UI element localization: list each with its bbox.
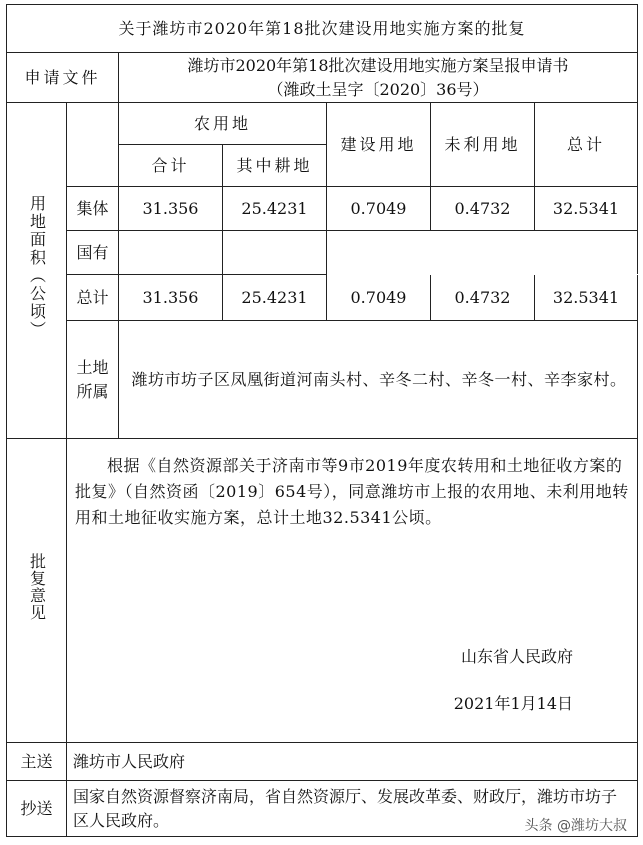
land-owner-label-line1: 土地 xyxy=(76,357,109,377)
row-label: 集体 xyxy=(67,187,119,231)
land-owner-label xyxy=(67,321,119,439)
area-label: 用地面积（公顷） xyxy=(27,195,47,339)
table-row xyxy=(7,231,638,275)
cell-cultivated: 25.4231 xyxy=(223,275,327,321)
cell-cultivated xyxy=(223,231,327,275)
row-label: 总计 xyxy=(67,275,119,321)
land-owner-text: 潍坊市坊子区凤凰街道河南头村、辛冬二村、辛冬一村、辛李家村。 xyxy=(119,321,638,439)
application-file-name: 潍坊市2020年第18批次建设用地实施方案呈报申请书 xyxy=(187,55,569,75)
document-title: 关于潍坊市2020年第18批次建设用地实施方案的批复 xyxy=(7,5,638,53)
approval-org: 山东省人民政府 xyxy=(461,647,574,666)
cell-unused: 0.4732 xyxy=(431,187,535,231)
header-total: 总计 xyxy=(535,103,638,187)
cell-cultivated: 25.4231 xyxy=(223,187,327,231)
main-send-label: 主送 xyxy=(7,743,67,781)
cell-construction: 0.7049 xyxy=(327,187,431,231)
land-owner-label-line2: 所属 xyxy=(76,381,109,401)
approval-opinion xyxy=(67,439,638,743)
watermark-label: 头条 @潍坊大叔 xyxy=(523,815,629,835)
header-cultivated: 其中耕地 xyxy=(223,145,327,187)
cell-total: 32.5341 xyxy=(535,187,638,231)
cell-subtotal: 31.356 xyxy=(119,275,223,321)
row-label: 国有 xyxy=(67,231,119,275)
copy-label: 抄送 xyxy=(7,781,67,837)
header-subtotal: 合计 xyxy=(119,145,223,187)
application-file-number: （潍政土呈字〔2020〕36号） xyxy=(267,79,489,99)
table-row xyxy=(7,275,638,321)
cell-total: 32.5341 xyxy=(535,275,638,321)
application-label: 申请文件 xyxy=(7,53,119,103)
main-send-text: 潍坊市人民政府 xyxy=(67,743,638,781)
cell-construction: 0.7049 xyxy=(327,275,431,321)
approval-text: 根据《自然资源部关于济南市等9市2019年度农转用和土地征收方案的批复》（自然资函〔2019〕654号），同意潍坊市上报的农用地、未利用地转用和土地征收实施方案，总计土地32.5341公顷。 xyxy=(75,456,629,527)
header-farmland: 农用地 xyxy=(119,103,327,145)
application-file xyxy=(119,53,638,103)
header-blank xyxy=(67,103,119,187)
cell-unused: 0.4732 xyxy=(431,275,535,321)
approval-label: 批复意见 xyxy=(27,553,47,621)
approval-document-table xyxy=(6,4,638,837)
cell-subtotal: 31.356 xyxy=(119,187,223,231)
cell-empty xyxy=(327,231,638,275)
cell-subtotal xyxy=(119,231,223,275)
header-unused: 未利用地 xyxy=(431,103,535,187)
table-row xyxy=(7,187,638,231)
approval-label-cell xyxy=(7,439,67,743)
header-construction: 建设用地 xyxy=(327,103,431,187)
copy-text: 国家自然资源督察济南局，省自然资源厅、发展改革委、财政厅，潍坊市坊子区人民政府。 xyxy=(67,781,638,837)
approval-date: 2021年1月14日 xyxy=(453,694,574,713)
area-label-cell xyxy=(7,103,67,439)
